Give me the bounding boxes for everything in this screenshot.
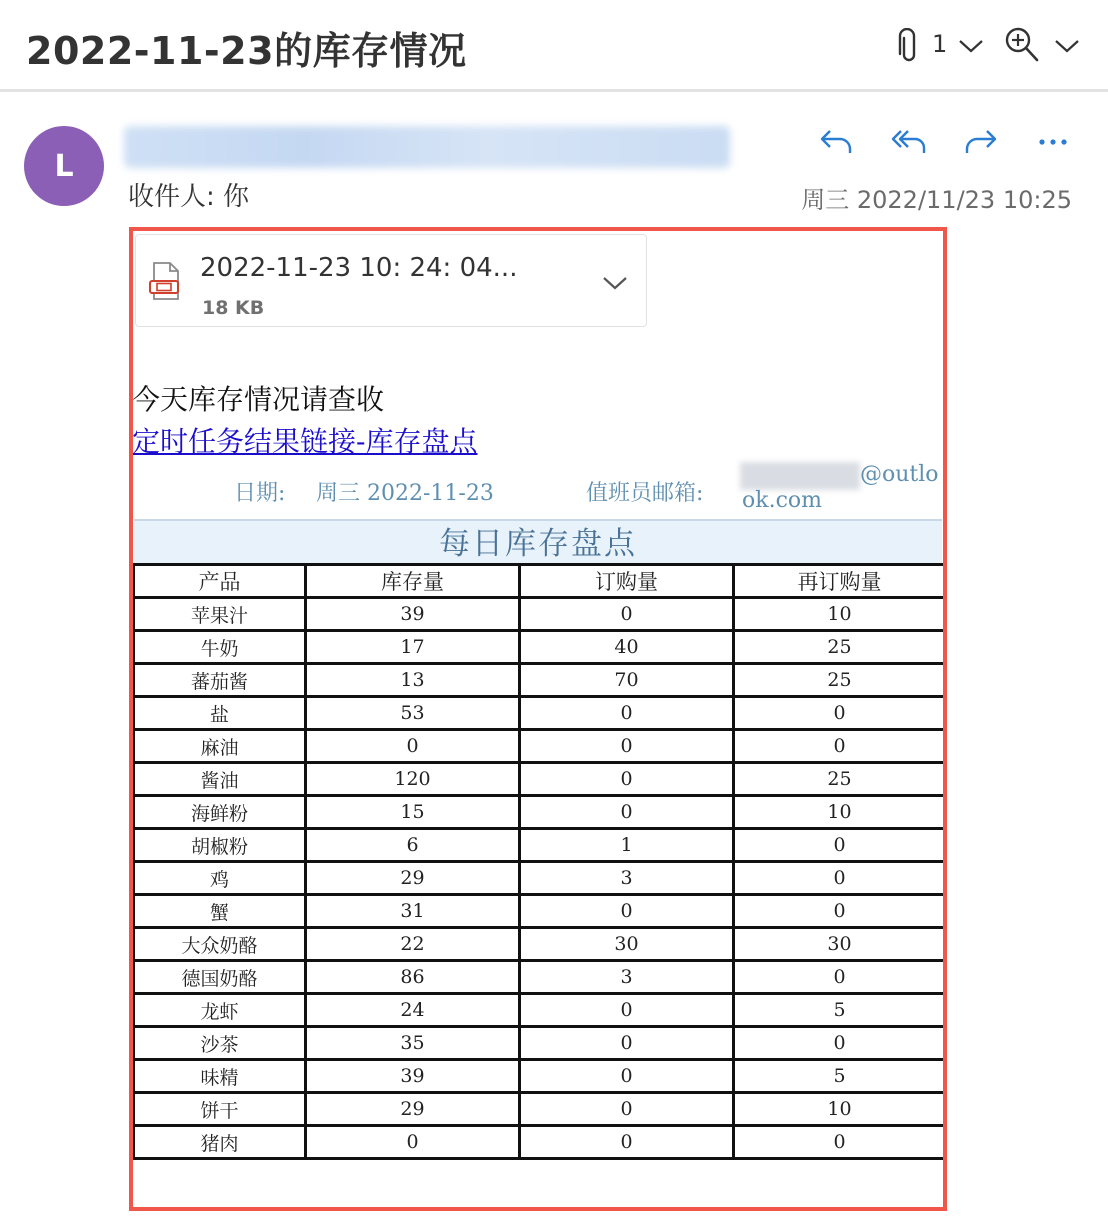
cell-reorder: 0	[734, 961, 946, 994]
cell-stock: 6	[306, 829, 520, 862]
cell-product: 德国奶酪	[134, 961, 306, 994]
cell-stock: 17	[306, 631, 520, 664]
duty-email-redacted	[740, 462, 860, 490]
cell-stock: 0	[306, 730, 520, 763]
cell-ordered: 0	[520, 730, 734, 763]
table-row	[134, 1126, 946, 1159]
cell-ordered: 0	[520, 1093, 734, 1126]
cell-product: 盐	[134, 697, 306, 730]
cell-ordered: 0	[520, 994, 734, 1027]
cell-stock: 53	[306, 697, 520, 730]
cell-stock: 13	[306, 664, 520, 697]
cell-reorder: 25	[734, 664, 946, 697]
cell-reorder: 0	[734, 895, 946, 928]
table-row	[134, 862, 946, 895]
sent-date: 周三 2022/11/23 10:25	[801, 186, 1072, 214]
cell-reorder: 0	[734, 730, 946, 763]
header-stock: 库存量	[306, 565, 520, 598]
title-bar	[0, 0, 1108, 92]
cell-stock: 31	[306, 895, 520, 928]
cell-ordered: 0	[520, 763, 734, 796]
attachment-chevron-down-icon[interactable]	[602, 275, 628, 291]
table-row	[134, 697, 946, 730]
cell-ordered: 40	[520, 631, 734, 664]
table-row	[134, 961, 946, 994]
cell-ordered: 0	[520, 598, 734, 631]
intro-text: 今天库存情况请查收	[132, 383, 385, 416]
date-value: 周三 2022-11-23	[316, 481, 494, 506]
cell-product: 鸡	[134, 862, 306, 895]
cell-stock: 86	[306, 961, 520, 994]
header-reorder: 再订购量	[734, 565, 946, 598]
cell-reorder: 10	[734, 1093, 946, 1126]
inventory-table	[132, 563, 947, 1160]
cell-ordered: 0	[520, 1027, 734, 1060]
cell-reorder: 0	[734, 829, 946, 862]
table-row	[134, 1060, 946, 1093]
table-row	[134, 1093, 946, 1126]
duty-email-label: 值班员邮箱:	[586, 481, 704, 506]
table-row	[134, 796, 946, 829]
email-subject: 2022-11-23的库存情况	[26, 29, 467, 73]
cell-product: 味精	[134, 1060, 306, 1093]
cell-product: 海鲜粉	[134, 796, 306, 829]
table-row	[134, 631, 946, 664]
cell-reorder: 0	[734, 697, 946, 730]
cell-product: 麻油	[134, 730, 306, 763]
cell-ordered: 0	[520, 895, 734, 928]
cell-reorder: 0	[734, 1027, 946, 1060]
cell-stock: 0	[306, 1126, 520, 1159]
attachment-count[interactable]: 1	[932, 30, 948, 58]
zoom-in-icon[interactable]	[1004, 26, 1040, 64]
pdf-file-icon	[148, 261, 182, 301]
cell-product: 蕃茄酱	[134, 664, 306, 697]
cell-ordered: 1	[520, 829, 734, 862]
cell-product: 苹果汁	[134, 598, 306, 631]
chevron-down-icon[interactable]	[958, 38, 984, 54]
cell-reorder: 25	[734, 631, 946, 664]
attachment-card[interactable]	[135, 234, 647, 327]
table-row	[134, 928, 946, 961]
cell-stock: 24	[306, 994, 520, 1027]
table-row	[134, 730, 946, 763]
table-title: 每日库存盘点	[134, 519, 942, 565]
cell-stock: 22	[306, 928, 520, 961]
cell-stock: 15	[306, 796, 520, 829]
cell-ordered: 70	[520, 664, 734, 697]
cell-stock: 29	[306, 862, 520, 895]
cell-reorder: 5	[734, 994, 946, 1027]
cell-product: 沙茶	[134, 1027, 306, 1060]
table-row	[134, 1027, 946, 1060]
reply-all-icon[interactable]	[889, 122, 929, 162]
cell-reorder: 5	[734, 1060, 946, 1093]
date-label: 日期:	[234, 481, 286, 506]
cell-stock: 120	[306, 763, 520, 796]
cell-ordered: 0	[520, 697, 734, 730]
table-row	[134, 598, 946, 631]
forward-icon[interactable]	[963, 122, 999, 162]
cell-ordered: 0	[520, 1126, 734, 1159]
duty-email-domain: ok.com	[742, 488, 822, 513]
cell-ordered: 0	[520, 1060, 734, 1093]
cell-product: 酱油	[134, 763, 306, 796]
table-row	[134, 895, 946, 928]
table-body	[134, 598, 946, 1159]
more-icon[interactable]	[1036, 122, 1072, 162]
sender-avatar: L	[24, 126, 104, 206]
recipient-label: 收件人: 你	[128, 182, 250, 212]
paperclip-icon[interactable]	[896, 28, 922, 64]
cell-product: 猪肉	[134, 1126, 306, 1159]
cell-reorder: 25	[734, 763, 946, 796]
table-row	[134, 994, 946, 1027]
cell-ordered: 3	[520, 862, 734, 895]
cell-ordered: 3	[520, 961, 734, 994]
table-row	[134, 829, 946, 862]
reply-icon[interactable]	[818, 122, 854, 162]
attachment-name[interactable]: 2022-11-23 10: 24: 04...	[200, 253, 518, 283]
cell-reorder: 30	[734, 928, 946, 961]
zoom-chevron-down-icon[interactable]	[1054, 38, 1080, 54]
cell-reorder: 0	[734, 862, 946, 895]
cell-stock: 39	[306, 1060, 520, 1093]
cell-ordered: 0	[520, 796, 734, 829]
cell-stock: 35	[306, 1027, 520, 1060]
table-header-row	[134, 565, 946, 598]
cell-stock: 39	[306, 598, 520, 631]
duty-email-suffix: @outlo	[860, 462, 939, 487]
cell-reorder: 10	[734, 598, 946, 631]
cell-product: 大众奶酪	[134, 928, 306, 961]
header-product: 产品	[134, 565, 306, 598]
table-row	[134, 763, 946, 796]
cell-reorder: 10	[734, 796, 946, 829]
attachment-size: 18 KB	[202, 297, 265, 319]
cell-product: 饼干	[134, 1093, 306, 1126]
cell-stock: 29	[306, 1093, 520, 1126]
sender-name-redacted	[124, 126, 730, 168]
header-ordered: 订购量	[520, 565, 734, 598]
cell-product: 胡椒粉	[134, 829, 306, 862]
cell-product: 牛奶	[134, 631, 306, 664]
cell-product: 蟹	[134, 895, 306, 928]
cell-product: 龙虾	[134, 994, 306, 1027]
task-result-link[interactable]: 定时任务结果链接-库存盘点	[132, 425, 478, 458]
cell-reorder: 0	[734, 1126, 946, 1159]
cell-ordered: 30	[520, 928, 734, 961]
table-row	[134, 664, 946, 697]
